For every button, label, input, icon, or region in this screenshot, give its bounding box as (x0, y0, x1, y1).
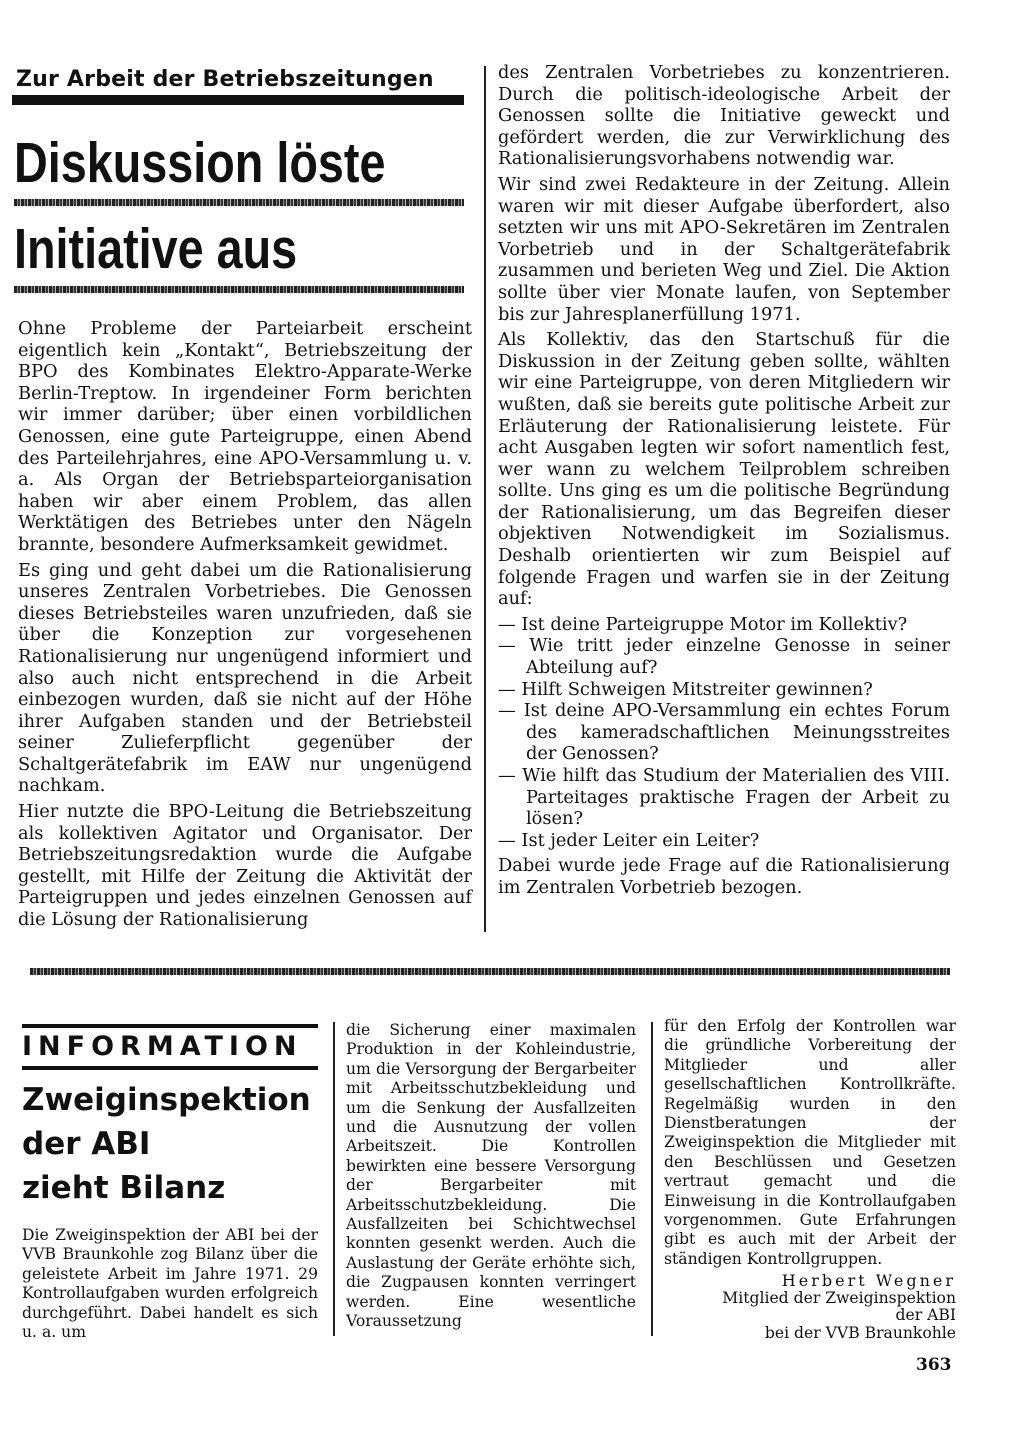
headline-line-2: Initiative aus (14, 217, 298, 281)
question-item: — Wie hilft das Studium der Materialien des VIII. Parteitages praktische Fragen der Arbeit zu lösen? (498, 765, 950, 830)
info-headline-line-1: Zweiginspektion (22, 1082, 311, 1118)
signature-role: der ABI (895, 1306, 956, 1324)
paragraph: Es ging und geht dabei um die Rationalisierung unseres Zentralen Vorbetriebes. Die Genossen dieses Betriebsteiles waren unzufrieden, daß sie über die Konzeption zur vorgesehenen Rationalisierung nur ungenügend informiert und also auch nicht entsprechend in die Arbeit einbezogen wurden, daß sie nicht auf der Höhe ihrer Aufgaben standen und der Betriebsteil seiner Zulieferpflicht gegenüber der Schaltgerätefabrik im EAW nur ungenügend nachkam. (18, 559, 472, 797)
paragraph: Hier nutzte die BPO-Leitung die Betriebszeitung als kollektiven Agitator und Organisator. Der Betriebszeitungsredaktion wurde die Aufgabe gestellt, mit Hilfe der Zeitung die Aktivität der Parteigruppen und jedes einzelnen Genossen auf die Lösung der Rationalisierung (18, 801, 472, 931)
signature-role: Mitglied der Zweiginspektion (722, 1288, 956, 1307)
info-rule-bottom (22, 1066, 318, 1070)
info-label: INFORMATION (22, 1031, 303, 1062)
headline-rule (14, 286, 464, 293)
question-item: — Ist deine Parteigruppe Motor im Kollektiv? (498, 613, 908, 635)
info-headline (22, 1078, 322, 1210)
column-divider (333, 1022, 335, 1336)
info-column-2: die Sicherung einer maximalen Produktion in der Kohleindustrie, um die Versorgung der Bergarbeiter mit Arbeitsschutzbekleidung und um die Senkung der Ausfallzeiten und die Ausnutzung der vollen Arbeitszeit. Die Kontrollen bewirkten eine bessere Versorgung der Bergarbeiter mit Arbeitsschutzbekleidung. Die Ausfallzeiten bei Schichtwechsel konnten gesenkt werden. Auch die Auslastung der Geräte erhöhte sich, die Zugpausen konnten verringert werden. Eine wesentliche Voraussetzung (346, 1021, 636, 1331)
paragraph: Als Kollektiv, das den Startschuß für die Diskussion in der Zeitung geben sollte, wählten wir eine Parteigruppe, von deren Mitgliedern wir wußten, daß sie bereits gute politische Arbeit zur Erläuterung der Rationalisierung leistete. Für acht Ausgaben legten wir sofort namentlich fest, wer wann zu welchem Teilproblem schreiben sollte. Uns ging es um die politische Begründung der Rationalisierung, um das Begreifen dieser objektiven Notwendigkeit im Sozialismus. Deshalb orientierten wir zum Beispiel auf folgende Fragen und warfen sie in der Zeitung auf: (498, 329, 950, 610)
section-divider (30, 968, 950, 975)
info-column-3: für den Erfolg der Kontrollen war die gründliche Vorbereitung der Mitglieder und aller gesellschaftlichen Kontrollkräfte. Regelmäßig wurden in den Dienstberatungen der Zweiginspektion die Mitglieder mit den Beschlüssen und Gesetzen vertraut gemacht und die Einweisung in die Kontrollaufgaben vorgenommen. Gute Erfahrungen gibt es auch mit der Arbeit der ständigen Kontrollgruppen. (664, 1017, 956, 1268)
article-kicker: Zur Arbeit der Betriebszeitungen (16, 67, 434, 92)
column-divider (484, 66, 486, 932)
paragraph: des Zentralen Vorbetriebes zu konzentrieren. Durch die politisch-ideologische Arbeit der Genossen sollte die Initiative geweckt und gefördert werden, die zur Verwirklichung des Rationalisierungsvorhabens notwendig war. (498, 62, 950, 170)
headline-rule (14, 199, 464, 206)
page-number: 363 (916, 1355, 952, 1375)
question-item: — Ist jeder Leiter ein Leiter? (498, 829, 760, 851)
headline-line-1: Diskussion löste (14, 131, 386, 195)
paragraph: Ohne Probleme der Parteiarbeit erscheint eigentlich kein „Kontakt“, Betriebszeitung der BPO des Kombinates Elektro-Apparate-Werke Berlin-Treptow. In irgendeiner Form berichten wir immer darüber; über einen vorbildlichen Genossen, eine gute Parteigruppe, einen Abend des Parteilehrjahres, eine APO-Versammlung u. v. a. Als Organ der Betriebsparteiorganisation haben wir aber einem Problem, das allen Werktätigen des Betriebes unter den Nägeln brannte, besondere Aufmerksamkeit gewidmet. (18, 318, 472, 555)
article-column-1 (18, 318, 472, 935)
question-list (498, 614, 950, 852)
article-column-2 (498, 62, 950, 903)
info-headline-line-2: der ABI (22, 1126, 151, 1162)
closing-paragraph: Dabei wurde jede Frage auf die Rationalisierung im Zentralen Vorbetrieb bezogen. (498, 855, 950, 898)
signature-name: Herbert Wegner (781, 1271, 956, 1290)
column-divider (651, 1022, 653, 1336)
info-column-1: Die Zweiginspektion der ABI bei der VVB Braunkohle zog Bilanz über die geleistete Arbeit im Jahre 1971. 29 Kontrollaufgaben wurden erfolgreich durchgeführt. Dabei handelt es sich u. a. um (22, 1226, 318, 1342)
question-item: — Wie tritt jeder einzelne Genosse in seiner Abteilung auf? (498, 635, 950, 679)
question-item: — Hilft Schweigen Mitstreiter gewinnen? (498, 678, 873, 700)
signature-role: bei der VVB Braunkohle (764, 1323, 956, 1342)
paragraph: Wir sind zwei Redakteure in der Zeitung. Allein waren wir mit dieser Aufgabe überfordert, also setzten wir uns mit APO-Sekretären im Zentralen Vorbetrieb und in der Schaltgerätefabrik zusammen und berieten Weg und Ziel. Die Aktion sollte über vier Monate laufen, von September bis zur Jahresplanerfüllung 1971. (498, 173, 950, 325)
question-item: — Ist deine APO-Versammlung ein echtes Forum des kameradschaftlichen Meinungsstreites der Genossen? (498, 700, 950, 765)
kicker-underline (12, 95, 464, 105)
info-rule-top (22, 1024, 318, 1028)
info-headline-line-3: zieht Bilanz (22, 1170, 226, 1206)
signature-block (664, 1272, 956, 1342)
